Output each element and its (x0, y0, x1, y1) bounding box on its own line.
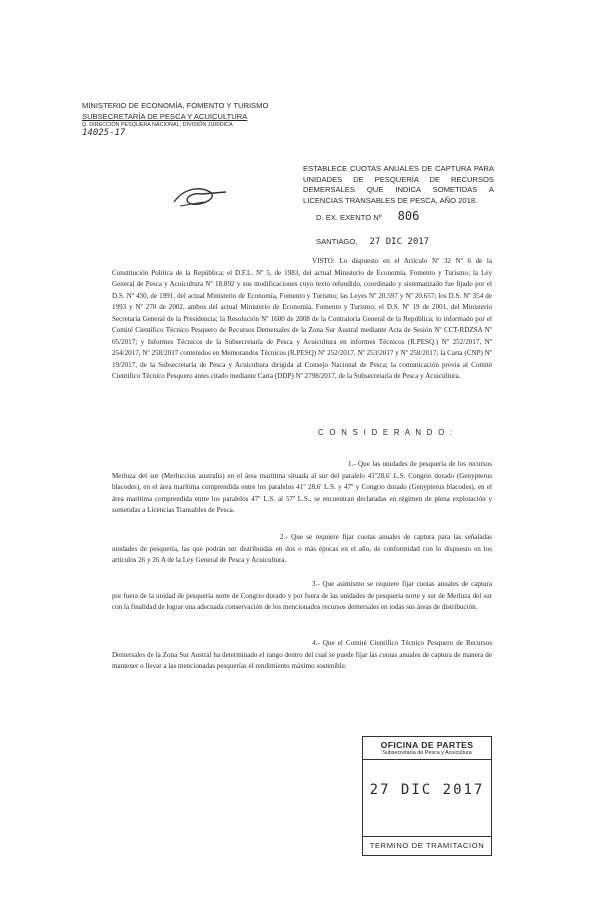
division-name: Q. DIRECCIÓN PESQUERA NACIONAL; DIVISIÓN JURÍDICA (82, 122, 233, 128)
decree-number-line (316, 209, 419, 223)
decree-label: D. EX. EXENTO Nº (316, 213, 382, 222)
date-label: SANTIAGO, (316, 237, 358, 246)
stamp-date: 27 DIC 2017 (369, 782, 485, 798)
reception-stamp (362, 736, 492, 856)
decree-date-line (316, 237, 429, 247)
date-value: 27 DIC 2017 (369, 237, 430, 247)
stamp-title: OFICINA DE PARTES (380, 740, 474, 750)
decree-number: 806 (397, 209, 420, 223)
considerando-1: 1.- Que las unidades de pesquería de los recursos Merluza del sur (Merluccius australis) en el área marítima situada al sur del paralelo 41º28,6' L.S. Congrio dorado (Genypterus blacodes), en el área marítima comprendida entre los paralelos 41º 28,6' L.S. y 47º y Congrio dorado (Genypterus blacodes), en el área marítima comprendida entre los paralelos 47º L.S. al 57º L.S., se encuentran declaradas en régimen de plena explotación y sometidas a Licencias Transables de Pesca. (112, 460, 492, 514)
visto-paragraph: VISTO: Lo dispuesto en el Artículo Nº 32 Nº 6 de la Constitución Política de la República; el D.F.L. Nº 5, de 1983, del actual Ministerio de Economía, Fomento y Turismo; la Ley General de Pesca y Acuicultura Nº 18.892 y sus modificaciones cuyo texto refundido, coordinado y sistematizado fue fijado por el D.S. Nº 430, de 1991, del actual Ministerio de Economía, Fomento y Turismo; las Leyes Nº 20.597 y Nº 20.657; los D.S. Nº 354 de 1993 y Nº 270 de 2002, ambos del actual Ministerio de Economía, Fomento y Turismo; el D.S. Nº 19 de 2001, del Ministerio Secretaría General de la Presidencia; la Resolución Nº 1600 de 2008 de la Contraloría General de la República; lo informado por el Comité Científico Técnico Pesquero de Recursos Demersales de la Zona Sur Austral mediante Acta de Sesión Nº CCT-RDZSA Nº 05/2017; y Informes Técnicos de la Subsecretaría de Pesca y Acuicultura en informes Técnicos (R.PESQ.) Nº 252/2017, Nº 254/2017, Nº 258/2017 contenidos en Memorandos Técnicos (R.PESQ) Nº 252/2017, Nº 253/2017 y Nº 258/2017; la Carta (CNP) Nº 19/2017, de la Subsecretaría de Pesca y Acuicultura dirigida al Consejo Nacional de Pesca; la comunicación previa al Comité Científico Técnico Pesquero antes citado mediante Carta (DDP) Nº 2798/2017, de la Subsecretaría de Pesca y Acuicultura. (112, 257, 492, 380)
file-number: 14025-17 (82, 128, 126, 138)
document-header (82, 100, 312, 138)
section-title: C O N S I D E R A N D O : (318, 428, 454, 437)
considerando-3: 3.- Que asimismo se requiere fijar cuotas anuales de captura por fuera de la unidad de pesquería norte de Congrio dorado y por fuera de las unidades de pesquería norte y sur de Merluza del sur con la finalidad de lograr una adecuada conservación de los mencionados recursos demersales en todas sus áreas de distribución. (112, 580, 492, 611)
considerando-2: 2.- Que se requiere fijar cuotas anuales de captura para las señaladas unidades de pesquería, las que podrán ser distribuidas en dos o más épocas en el año, de conformidad con lo dispuesto en los artículos 26 y 26 A de la Ley General de Pesca y Acuicultura. (112, 533, 492, 564)
stamp-footer: TERMINO DE TRAMITACION (363, 836, 491, 855)
decree-subject: ESTABLECE CUOTAS ANUALES DE CAPTURA PARA UNIDADES DE PESQUERÍA DE RECURSOS DEMERSALES QUE INDICA SOMETIDAS A LICENCIAS TRANSABLES DE PESCA, AÑO 2018. (303, 164, 494, 205)
signature-mark (170, 182, 230, 212)
subsecretariat-name: SUBSECRETARÍA DE PESCA Y ACUICULTURA (82, 112, 248, 121)
ministry-name: MINISTERIO DE ECONOMÍA, FOMENTO Y TURISMO (82, 101, 269, 110)
considerando-4: 4.- Que el Comité Científico Técnico Pesquero de Recursos Demersales de la Zona Sur Austral ha determinado el rango dentro del cual se puede fijar las cuotas anuales de captura de manera de mantener o llevar a las mencionadas pesquerías el rendimiento máximo sostenible. (112, 639, 492, 670)
stamp-subtitle: Subsecretaría de Pesca y Acuicultura (363, 750, 491, 760)
